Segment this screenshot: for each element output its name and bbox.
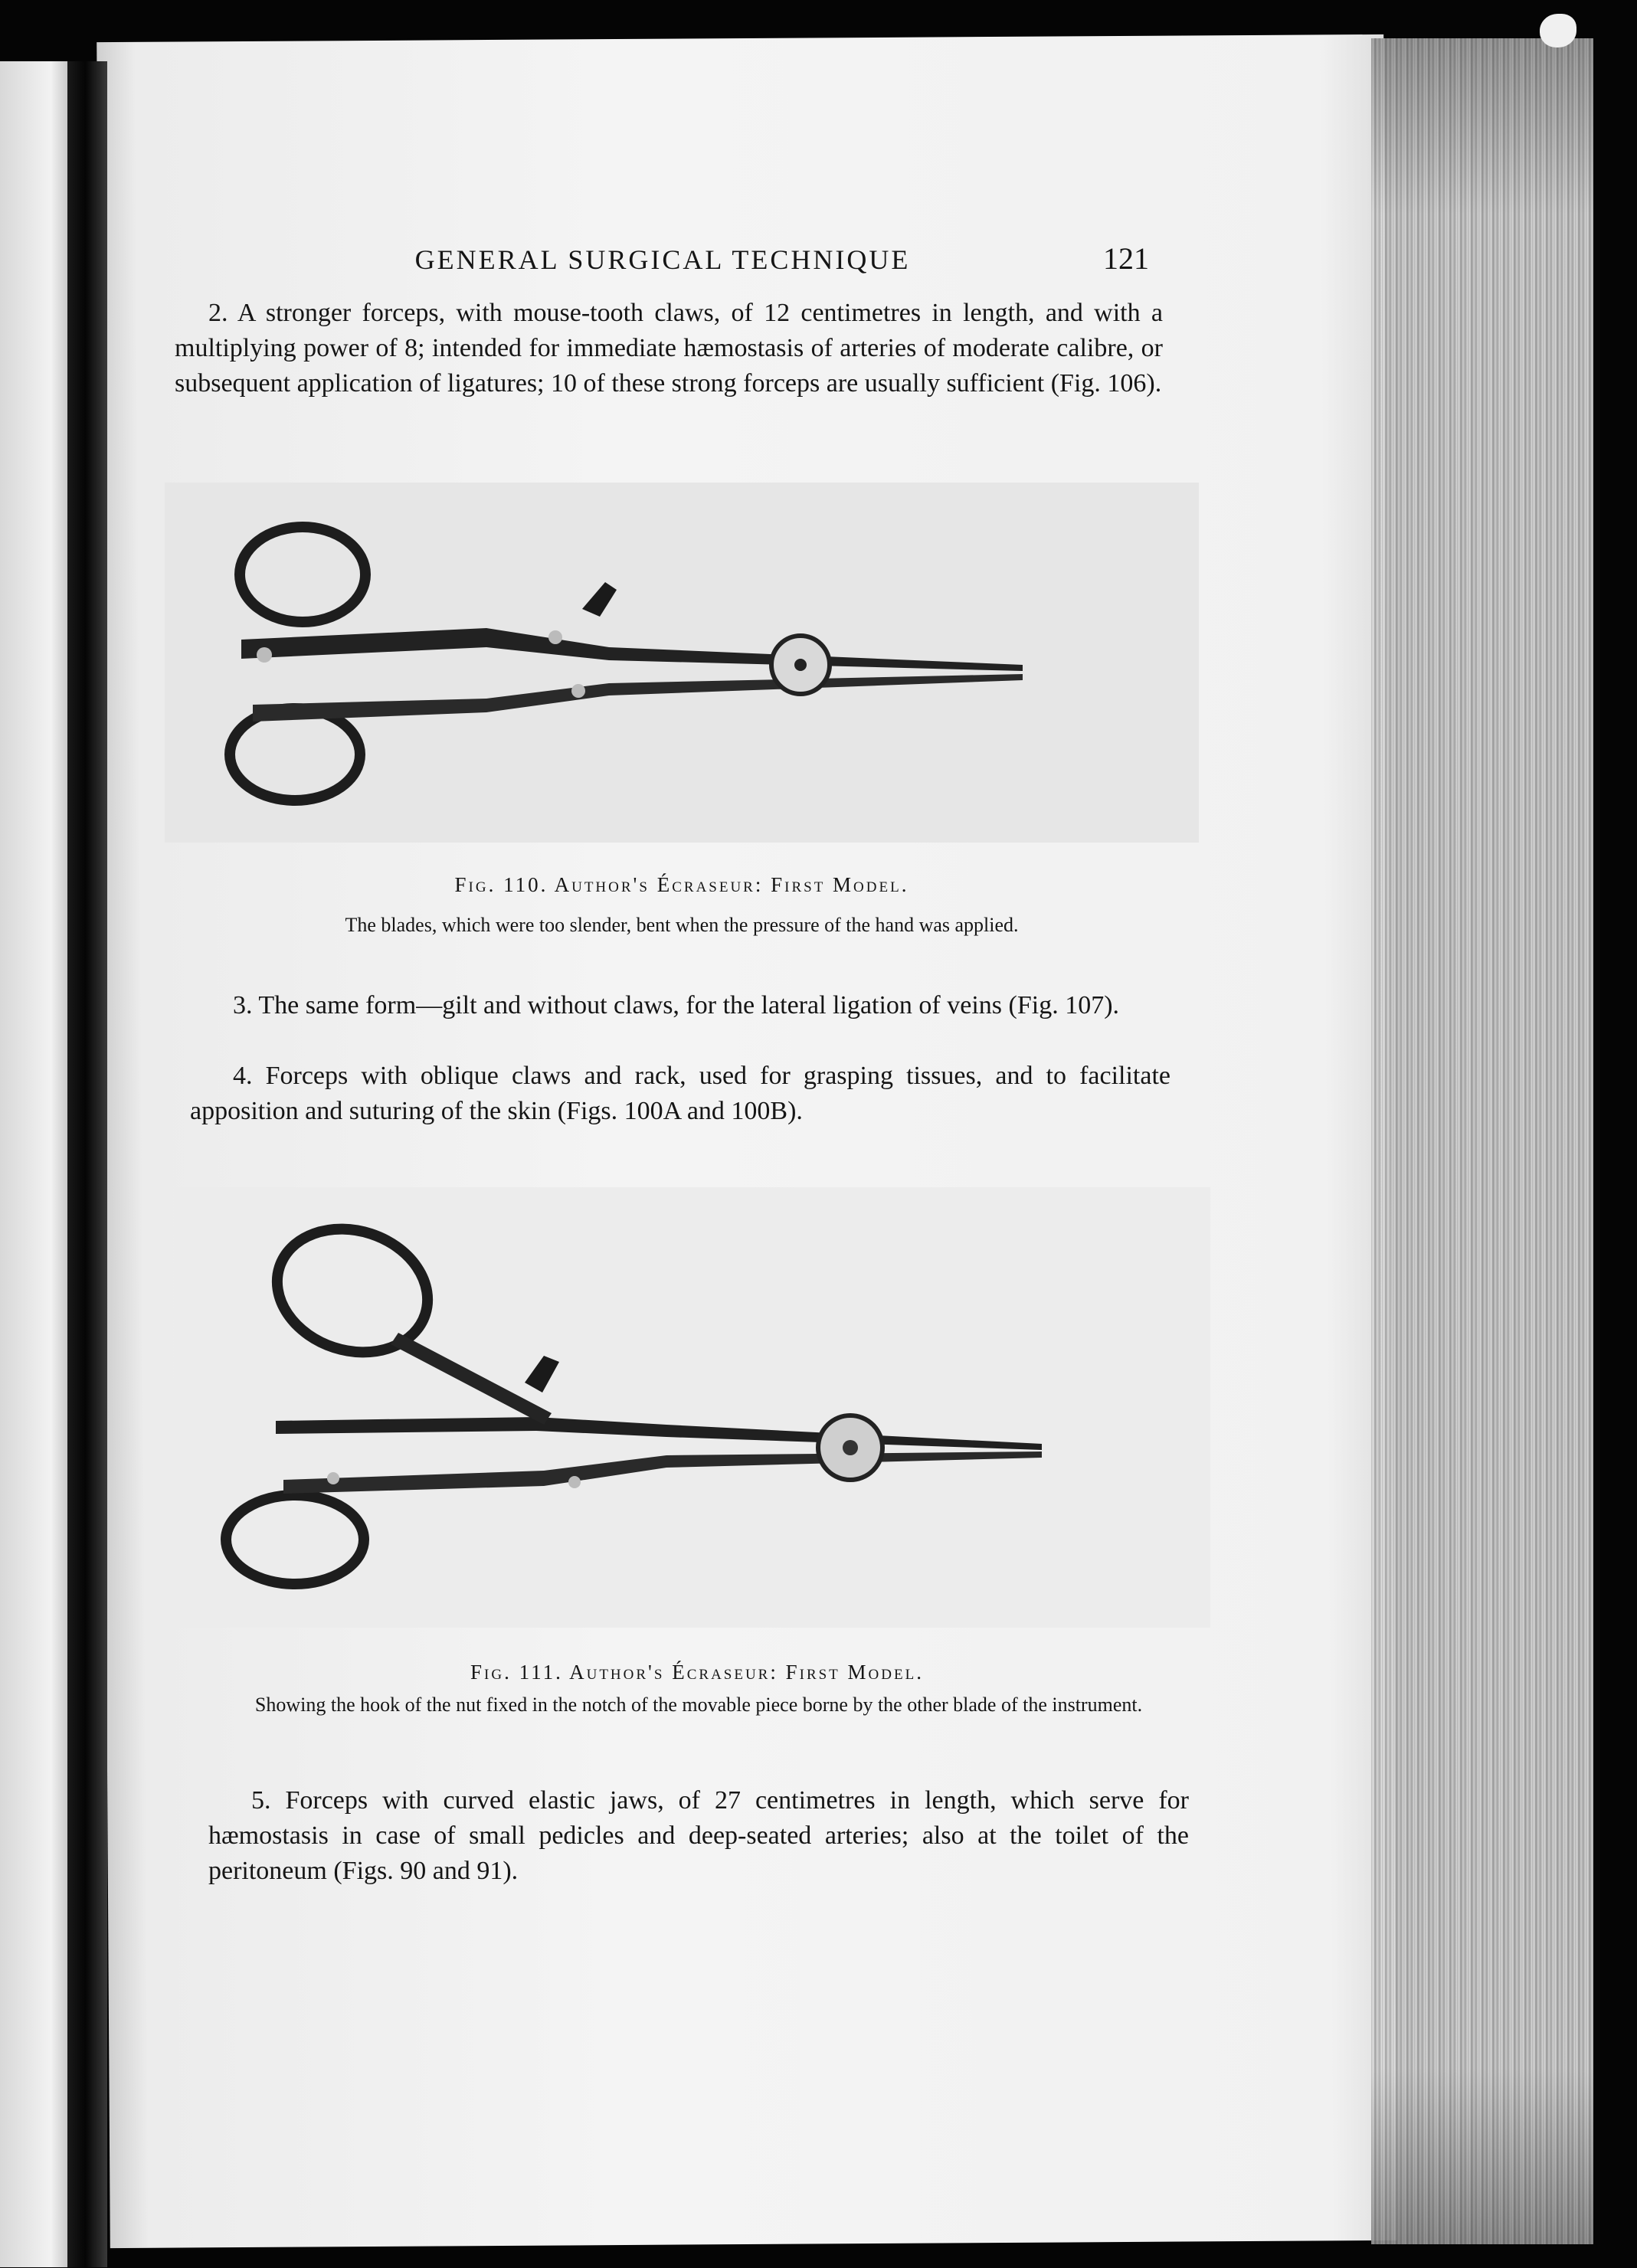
paragraph-2: 2. A stronger forceps, with mouse-tooth claws, of 12 centimetres in length, and with a multiplying power of 8; intended for immediate hæmostasis of arteries of moderate calibre, or subsequent application of ligatures; 10 of these strong forceps are usually sufficient (Fig. 106). [175, 299, 1163, 398]
figure-111-photo [176, 1187, 1210, 1628]
ecraseur-illustration [165, 483, 1199, 843]
figure-110-caption: Fig. 110. Author's Écraseur: First Model. [454, 873, 909, 896]
figure-110-note: The blades, which were too slender, bent when the pressure of the hand was applied. [345, 914, 1019, 936]
figure-111-caption: Fig. 111. Author's Écraseur: First Model. [470, 1661, 924, 1684]
ecraseur-open-illustration [176, 1187, 1210, 1628]
page-number: 121 [1103, 241, 1149, 276]
paragraph-4: 4. Forceps with oblique claws and rack, used for grasping tissues, and to facilitate apposition and suturing of the skin (Figs. 100A and 100B). [190, 1062, 1170, 1125]
book-gutter [67, 61, 107, 2267]
scan-mark [1540, 14, 1576, 47]
figure-110-photo [165, 483, 1199, 843]
facing-page-edge [0, 61, 73, 2267]
running-head: GENERAL SURGICAL TECHNIQUE [414, 244, 911, 275]
paragraph-3: 3. The same form—gilt and without claws, for the lateral ligation of veins (Fig. 107). [233, 991, 1120, 1019]
page-edges [1371, 38, 1593, 2244]
figure-111-note: Showing the hook of the nut fixed in the notch of the movable piece borne by the other blade of the instrument. [254, 1694, 1143, 1716]
paragraph-5: 5. Forceps with curved elastic jaws, of 27 centimetres in length, which serve for hæmostasis in case of small pedicles and deep-seated arteries; also at the toilet of the peritoneum (Figs. 90 and 91). [208, 1786, 1189, 1885]
